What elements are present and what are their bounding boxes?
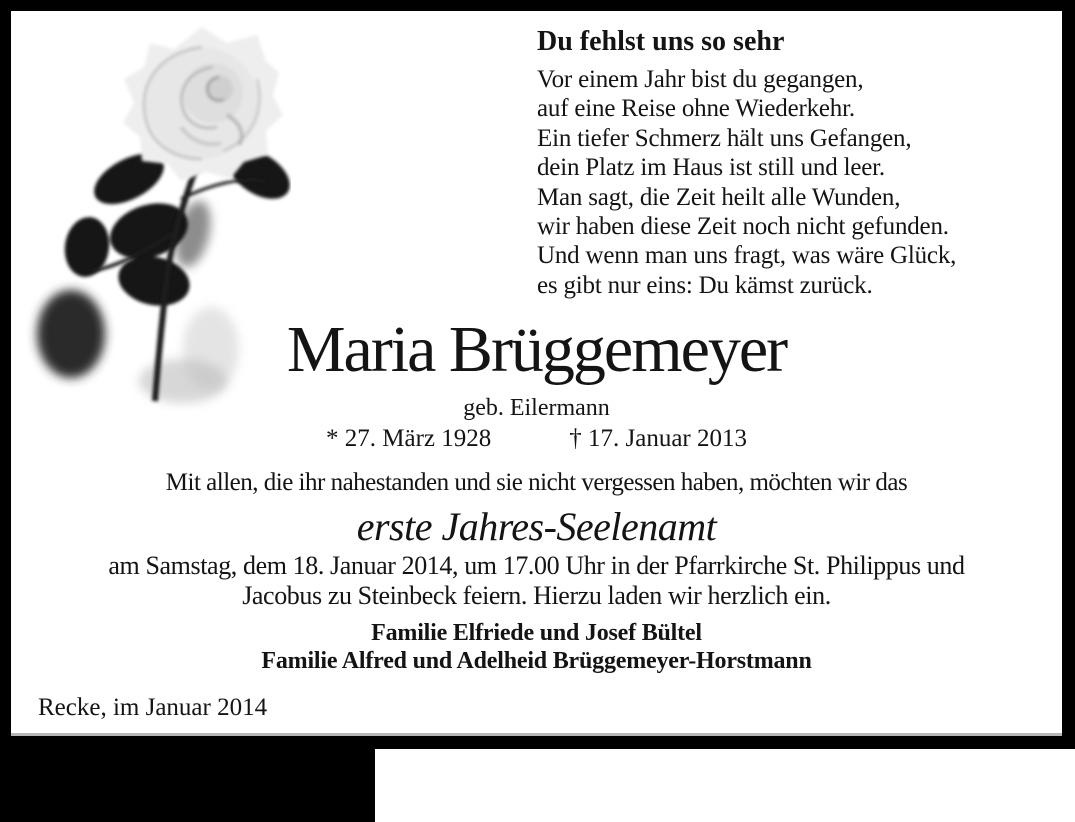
invitation-intro: Mit allen, die ihr nahestanden und sie nicht vergessen haben, möchten wir das	[165, 469, 908, 496]
service-details	[11, 551, 1062, 611]
family-line: Familie Elfriede und Josef Bültel	[371, 620, 702, 646]
service-name: erste Jahres-Seelenamt	[356, 504, 717, 549]
poem-line: Ein tiefer Schmerz hält uns Gefangen,	[537, 124, 912, 152]
deceased-name: Maria Brüggemeyer	[286, 313, 787, 386]
life-dates	[11, 426, 1062, 451]
poem-line: Vor einem Jahr bist du gegangen,	[537, 66, 864, 93]
mourning-families	[11, 620, 1062, 675]
adjacent-page-area	[375, 749, 1075, 822]
obituary-card	[11, 11, 1062, 736]
place-date: Recke, im Januar 2014	[38, 694, 268, 721]
memorial-poem	[537, 25, 956, 300]
death-date: † 17. Januar 2013	[569, 425, 747, 452]
poem-line: es gibt nur eins: Du kämst zurück.	[537, 271, 873, 299]
poem-line: dein Platz im Haus ist still und leer.	[537, 154, 885, 182]
poem-line: wir haben diese Zeit noch nicht gefunden.	[537, 213, 949, 241]
birth-date: * 27. März 1928	[326, 425, 492, 452]
service-details-line1: am Samstag, dem 18. Januar 2014, um 17.00 Uhr in der Pfarrkirche St. Philippus und	[108, 551, 965, 580]
poem-title: Du fehlst uns so sehr	[537, 26, 785, 57]
family-line: Familie Alfred und Adelheid Brüggemeyer-Horstmann	[261, 647, 812, 674]
poem-lines	[537, 65, 956, 300]
poem-line: Man sagt, die Zeit heilt alle Wunden,	[537, 183, 901, 211]
service-details-line2: Jacobus zu Steinbeck feiern. Hierzu laden wir herzlich ein.	[242, 581, 831, 610]
poem-line: Und wenn man uns fragt, was wäre Glück,	[537, 242, 957, 270]
maiden-name: geb. Eilermann	[463, 395, 610, 421]
poem-line: auf eine Reise ohne Wiederkehr.	[537, 95, 855, 123]
